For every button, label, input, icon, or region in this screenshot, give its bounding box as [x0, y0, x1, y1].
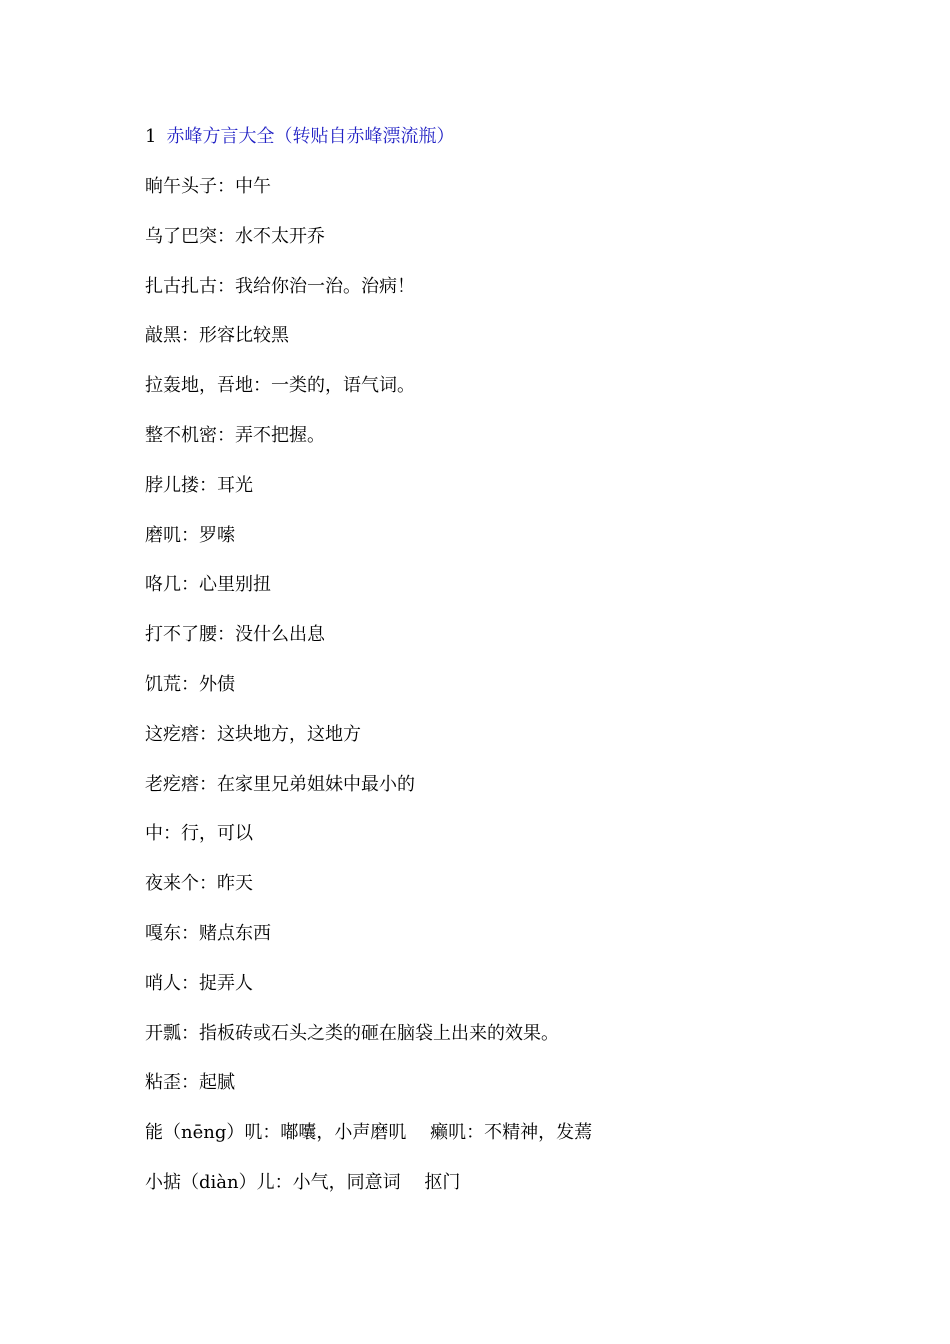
section-heading — [145, 124, 865, 150]
dialect-entry: 脖儿搂：耳光 — [145, 474, 253, 496]
dialect-entry: 中：行，可以 — [145, 823, 253, 845]
dialect-entry: 老疙瘩：在家里兄弟姐妹中最小的 — [145, 773, 415, 795]
dialect-entry: 拉轰地，吾地：一类的，语气词。 — [145, 375, 415, 397]
dialect-entry: 哨人：捉弄人 — [145, 972, 253, 994]
dialect-entry: 小掂（diàn）儿：小气，同意词 抠门 — [145, 1171, 461, 1193]
dialect-entry: 这疙瘩：这块地方，这地方 — [145, 723, 361, 745]
section-number: 1 — [145, 126, 157, 147]
dialect-entry: 开瓢：指板砖或石头之类的砸在脑袋上出来的效果。 — [145, 1022, 559, 1044]
dialect-entry: 扎古扎古：我给你治一治。治病！ — [145, 275, 415, 297]
dialect-entry: 打不了腰：没什么出息 — [145, 624, 325, 646]
dialect-entry: 乌了巴突：水不太开乔 — [145, 225, 325, 247]
dialect-entry: 能（nēng）叽：嘟囔，小声磨叽 癞叽：不精神，发蔫 — [145, 1122, 593, 1144]
dialect-entry: 咯几：心里别扭 — [145, 574, 271, 596]
dialect-entry: 整不机密：弄不把握。 — [145, 424, 325, 446]
dialect-entry-list — [145, 174, 865, 1196]
section-title: 赤峰方言大全（转贴自赤峰漂流瓶） — [166, 126, 455, 147]
dialect-entry: 晌午头子：中午 — [145, 176, 271, 197]
dialect-entry: 嘎东：赌点东西 — [145, 922, 271, 944]
dialect-entry: 夜来个：昨天 — [145, 873, 253, 895]
dialect-entry: 粘歪：起腻 — [145, 1072, 235, 1094]
dialect-entry: 饥荒：外债 — [145, 673, 235, 695]
dialect-entry: 磨叽：罗嗦 — [145, 524, 235, 546]
document-content — [145, 124, 865, 1220]
dialect-entry: 敲黑：形容比较黑 — [145, 325, 289, 347]
